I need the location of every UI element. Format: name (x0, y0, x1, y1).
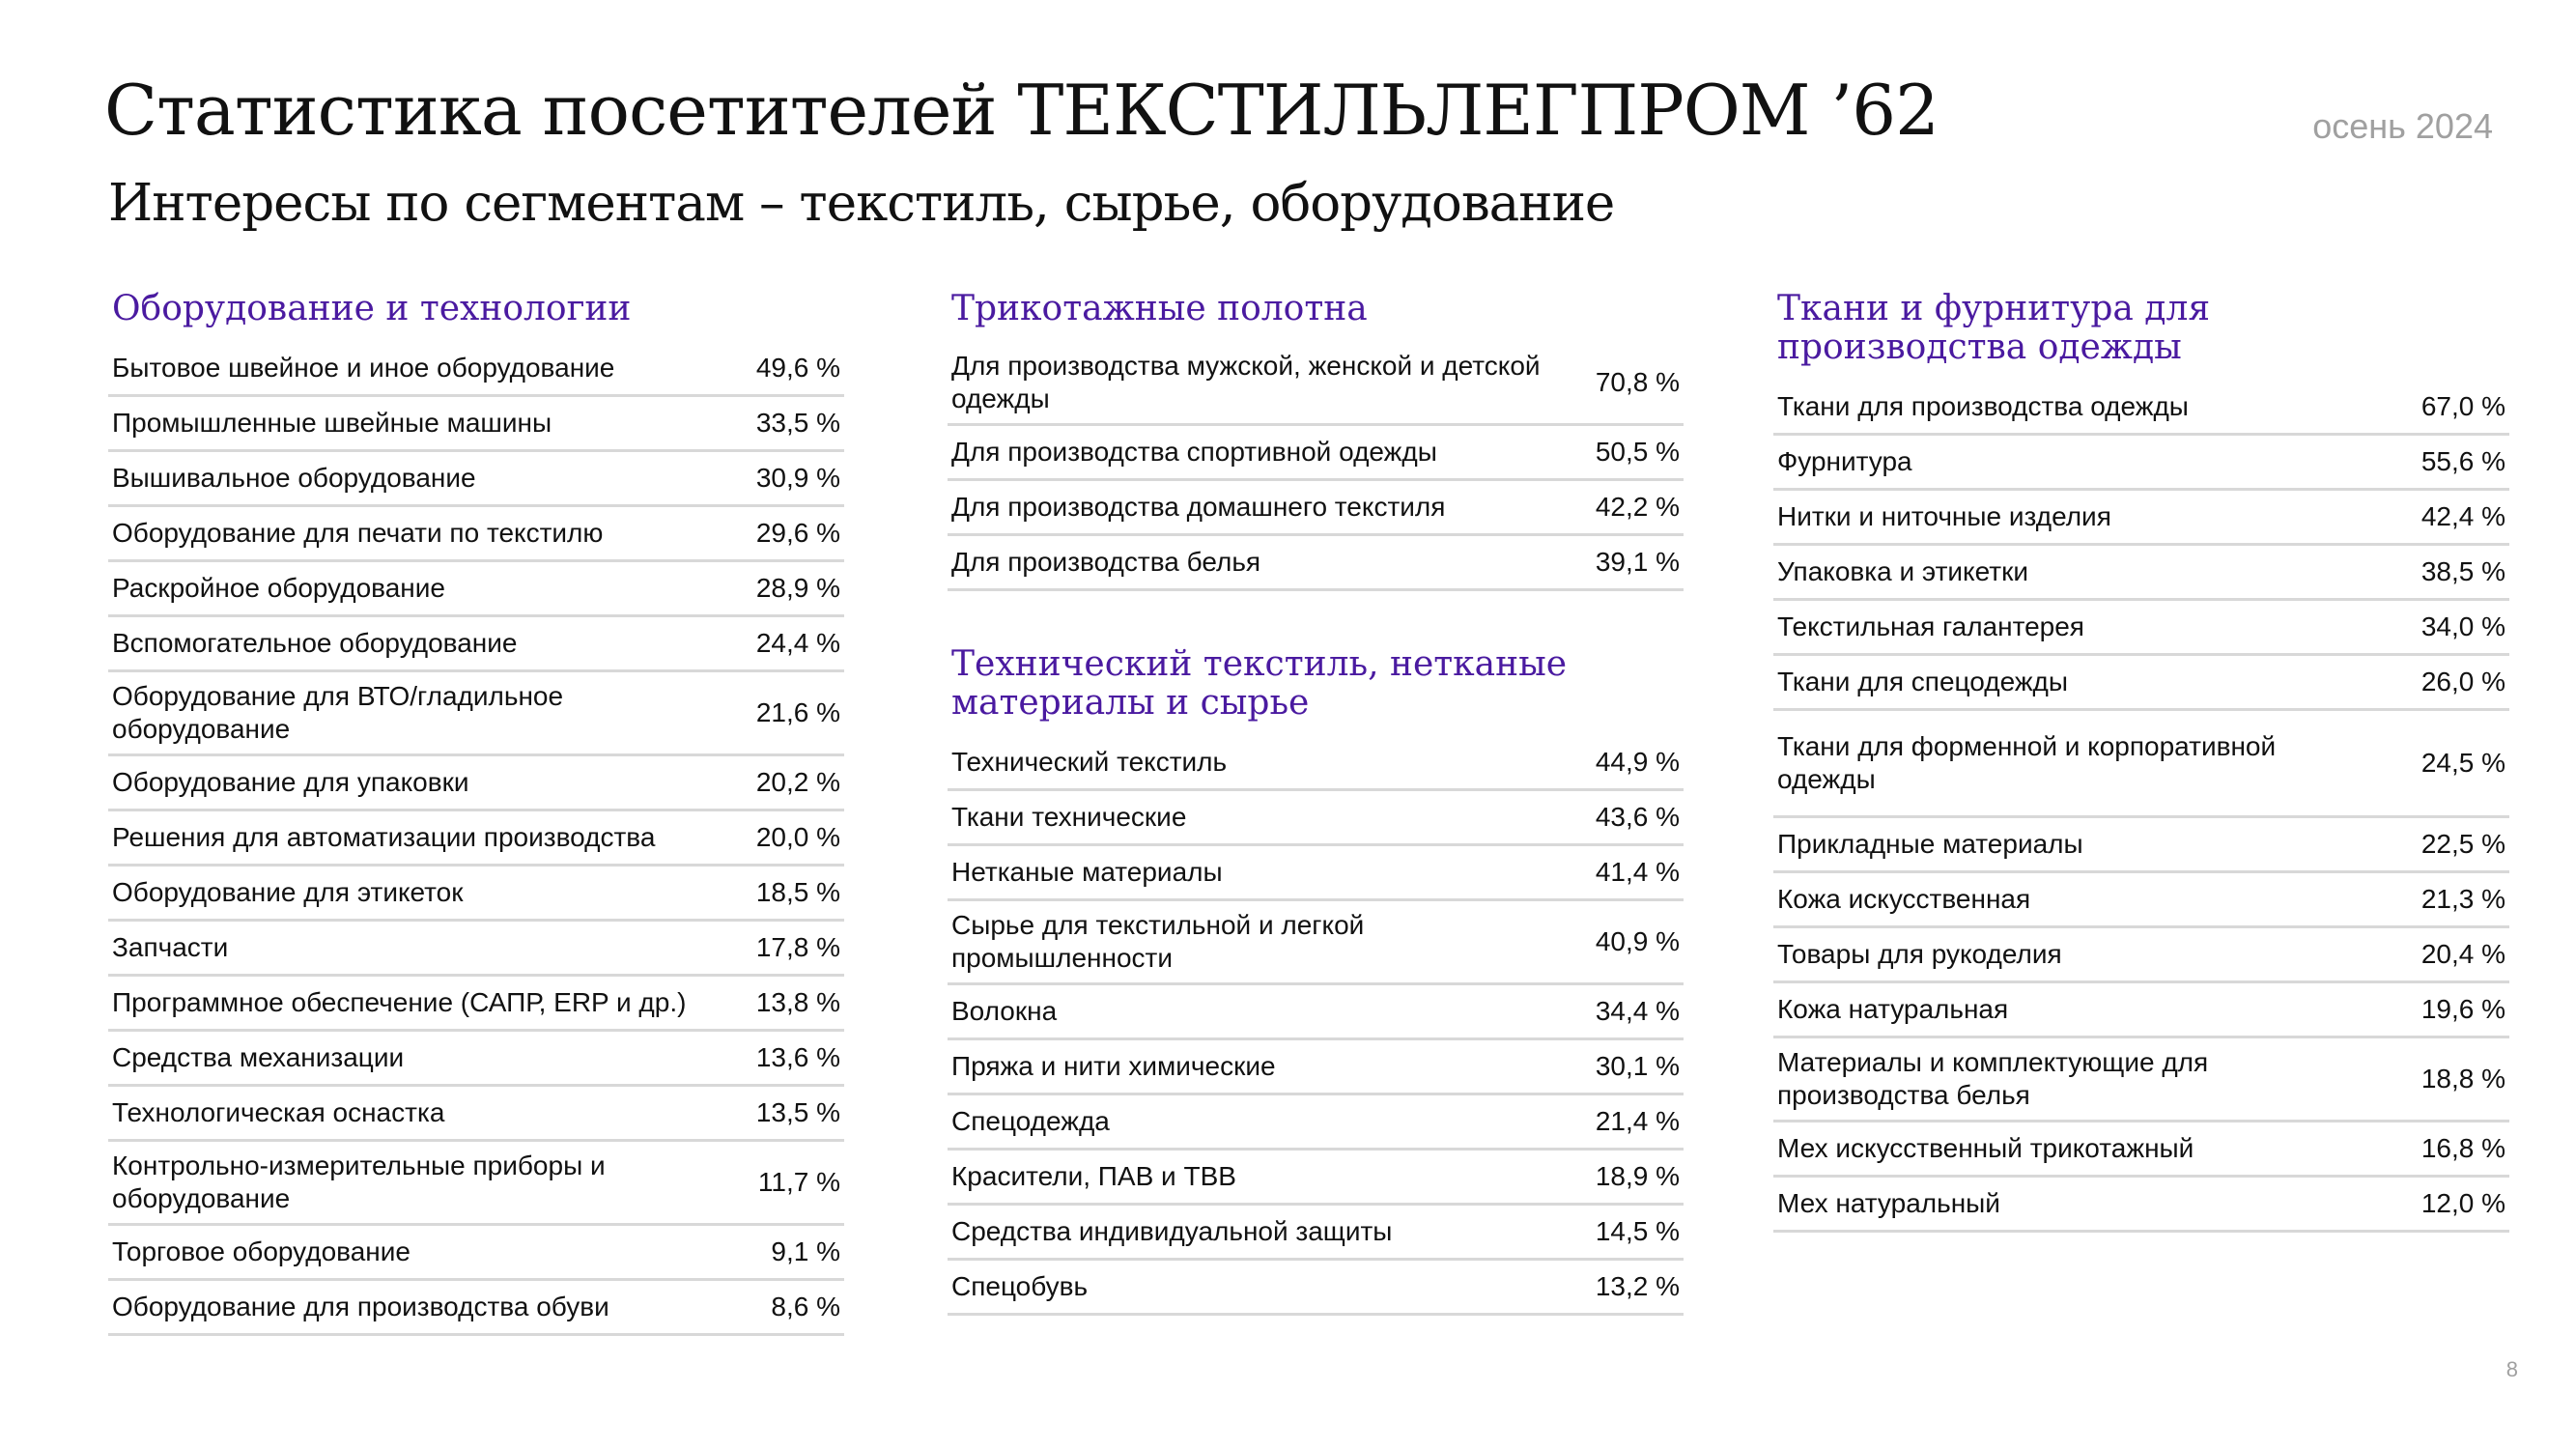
table-row (108, 1280, 844, 1335)
stats-table (948, 342, 1684, 591)
row-label: Раскройное оборудование (108, 561, 711, 616)
row-label: Пряжа и нити химические (948, 1039, 1550, 1094)
row-label: Нетканые материалы (948, 845, 1550, 900)
row-value: 24,4 % (711, 616, 844, 671)
table-row (1773, 1037, 2509, 1122)
table-row (108, 616, 844, 671)
table-row (108, 506, 844, 561)
row-label: Для производства спортивной одежды (948, 425, 1550, 480)
row-value: 18,9 % (1550, 1150, 1684, 1205)
column-equipment (108, 290, 844, 1336)
table-row (948, 984, 1684, 1039)
row-label: Ткани для форменной и корпоративной одежды (1773, 710, 2376, 817)
row-label: Для производства мужской, женской и детской одежды (948, 342, 1550, 425)
stats-table (108, 342, 844, 1336)
table-row (948, 900, 1684, 984)
row-value: 29,6 % (711, 506, 844, 561)
table-row (948, 845, 1684, 900)
table-row (1773, 655, 2509, 710)
row-value: 16,8 % (2376, 1122, 2509, 1177)
row-label: Оборудование для печати по текстилю (108, 506, 711, 561)
table-row (948, 736, 1684, 790)
row-label: Ткани для спецодежды (1773, 655, 2376, 710)
table-row (948, 1094, 1684, 1150)
row-label: Вспомогательное оборудование (108, 616, 711, 671)
table-row (1773, 545, 2509, 600)
row-value: 34,0 % (2376, 600, 2509, 655)
column-knit-technical (948, 290, 1684, 1316)
row-value: 19,6 % (2376, 982, 2509, 1037)
row-label: Ткани технические (948, 790, 1550, 845)
row-value: 13,8 % (711, 976, 844, 1031)
row-label: Мех искусственный трикотажный (1773, 1122, 2376, 1177)
row-value: 43,6 % (1550, 790, 1684, 845)
row-value: 49,6 % (711, 342, 844, 396)
row-label: Технический текстиль (948, 736, 1550, 790)
table-row (108, 451, 844, 506)
row-value: 11,7 % (711, 1141, 844, 1225)
row-value: 13,2 % (1550, 1260, 1684, 1315)
section-title: Трикотажные полотна (951, 289, 1368, 328)
row-label: Средства механизации (108, 1031, 711, 1086)
table-row (1773, 872, 2509, 927)
row-value: 42,4 % (2376, 490, 2509, 545)
row-label: Для производства домашнего текстиля (948, 480, 1550, 535)
row-value: 50,5 % (1550, 425, 1684, 480)
table-row (108, 1086, 844, 1141)
row-value: 33,5 % (711, 396, 844, 451)
row-value: 9,1 % (711, 1225, 844, 1280)
row-value: 42,2 % (1550, 480, 1684, 535)
table-row (1773, 435, 2509, 490)
row-value: 8,6 % (711, 1280, 844, 1335)
row-label: Нитки и ниточные изделия (1773, 490, 2376, 545)
row-label: Оборудование для этикеток (108, 866, 711, 921)
row-value: 20,2 % (711, 755, 844, 810)
row-label: Контрольно-измерительные приборы и оборудование (108, 1141, 711, 1225)
row-label: Спецодежда (948, 1094, 1550, 1150)
row-label: Упаковка и этикетки (1773, 545, 2376, 600)
row-value: 21,4 % (1550, 1094, 1684, 1150)
table-row (108, 866, 844, 921)
row-label: Волокна (948, 984, 1550, 1039)
row-label: Промышленные швейные машины (108, 396, 711, 451)
table-row (1773, 1122, 2509, 1177)
page-number: 8 (2505, 1357, 2518, 1381)
table-row (108, 342, 844, 396)
stats-table (1773, 381, 2509, 1233)
row-value: 14,5 % (1550, 1205, 1684, 1260)
stats-table (948, 736, 1684, 1316)
table-row (108, 396, 844, 451)
row-value: 17,8 % (711, 921, 844, 976)
row-label: Прикладные материалы (1773, 817, 2376, 872)
row-value: 26,0 % (2376, 655, 2509, 710)
row-label: Вышивальное оборудование (108, 451, 711, 506)
table-row (948, 342, 1684, 425)
table-row (1773, 927, 2509, 982)
table-row (108, 1141, 844, 1225)
row-label: Сырье для текстильной и легкой промышленности (948, 900, 1550, 984)
row-value: 34,4 % (1550, 984, 1684, 1039)
row-label: Бытовое швейное и иное оборудование (108, 342, 711, 396)
row-label: Красители, ПАВ и ТВВ (948, 1150, 1550, 1205)
row-label: Фурнитура (1773, 435, 2376, 490)
row-value: 67,0 % (2376, 381, 2509, 435)
table-row (1773, 381, 2509, 435)
row-value: 28,9 % (711, 561, 844, 616)
table-row (948, 1039, 1684, 1094)
row-value: 22,5 % (2376, 817, 2509, 872)
section-title: Ткани и фурнитура для производства одежды (1777, 289, 2211, 367)
row-label: Кожа натуральная (1773, 982, 2376, 1037)
season-label: осень 2024 (2312, 106, 2493, 146)
row-label: Средства индивидуальной защиты (948, 1205, 1550, 1260)
row-value: 30,9 % (711, 451, 844, 506)
section-title: Технический текстиль, нетканые материалы и сырье (951, 644, 1568, 723)
row-label: Материалы и комплектующие для производства белья (1773, 1037, 2376, 1122)
row-label: Мех натуральный (1773, 1177, 2376, 1232)
row-value: 39,1 % (1550, 535, 1684, 590)
table-row (948, 1205, 1684, 1260)
row-label: Оборудование для ВТО/гладильное оборудование (108, 671, 711, 755)
row-label: Для производства белья (948, 535, 1550, 590)
table-row (1773, 1177, 2509, 1232)
page-subtitle: Интересы по сегментам – текстиль, сырье, оборудование (108, 174, 1615, 233)
table-row (948, 1150, 1684, 1205)
section-title: Оборудование и технологии (112, 289, 632, 328)
row-label: Оборудование для упаковки (108, 755, 711, 810)
table-row (108, 976, 844, 1031)
table-row (948, 790, 1684, 845)
row-label: Ткани для производства одежды (1773, 381, 2376, 435)
table-row (108, 1225, 844, 1280)
table-row (1773, 982, 2509, 1037)
table-row (948, 480, 1684, 535)
row-value: 21,6 % (711, 671, 844, 755)
row-label: Кожа искусственная (1773, 872, 2376, 927)
row-value: 12,0 % (2376, 1177, 2509, 1232)
row-value: 21,3 % (2376, 872, 2509, 927)
table-row (108, 671, 844, 755)
table-row (108, 561, 844, 616)
row-label: Спецобувь (948, 1260, 1550, 1315)
page-title: Статистика посетителей ТЕКСТИЛЬЛЕГПРОМ ’62 (104, 70, 1939, 151)
table-row (108, 755, 844, 810)
column-fabrics-accessories (1773, 290, 2509, 1233)
row-label: Технологическая оснастка (108, 1086, 711, 1141)
row-label: Решения для автоматизации производства (108, 810, 711, 866)
row-value: 38,5 % (2376, 545, 2509, 600)
row-value: 44,9 % (1550, 736, 1684, 790)
table-row (948, 1260, 1684, 1315)
table-row (108, 921, 844, 976)
row-value: 18,8 % (2376, 1037, 2509, 1122)
row-label: Торговое оборудование (108, 1225, 711, 1280)
row-value: 18,5 % (711, 866, 844, 921)
row-value: 30,1 % (1550, 1039, 1684, 1094)
table-row (108, 810, 844, 866)
table-row (1773, 600, 2509, 655)
row-value: 13,5 % (711, 1086, 844, 1141)
row-label: Текстильная галантерея (1773, 600, 2376, 655)
row-label: Программное обеспечение (САПР, ERP и др.) (108, 976, 711, 1031)
row-value: 55,6 % (2376, 435, 2509, 490)
row-label: Товары для рукоделия (1773, 927, 2376, 982)
row-label: Оборудование для производства обуви (108, 1280, 711, 1335)
table-row (1773, 710, 2509, 817)
row-label: Запчасти (108, 921, 711, 976)
table-row (948, 535, 1684, 590)
table-row (108, 1031, 844, 1086)
table-row (1773, 490, 2509, 545)
row-value: 20,4 % (2376, 927, 2509, 982)
row-value: 41,4 % (1550, 845, 1684, 900)
table-row (948, 425, 1684, 480)
row-value: 13,6 % (711, 1031, 844, 1086)
row-value: 40,9 % (1550, 900, 1684, 984)
row-value: 20,0 % (711, 810, 844, 866)
row-value: 70,8 % (1550, 342, 1684, 425)
row-value: 24,5 % (2376, 710, 2509, 817)
table-row (1773, 817, 2509, 872)
